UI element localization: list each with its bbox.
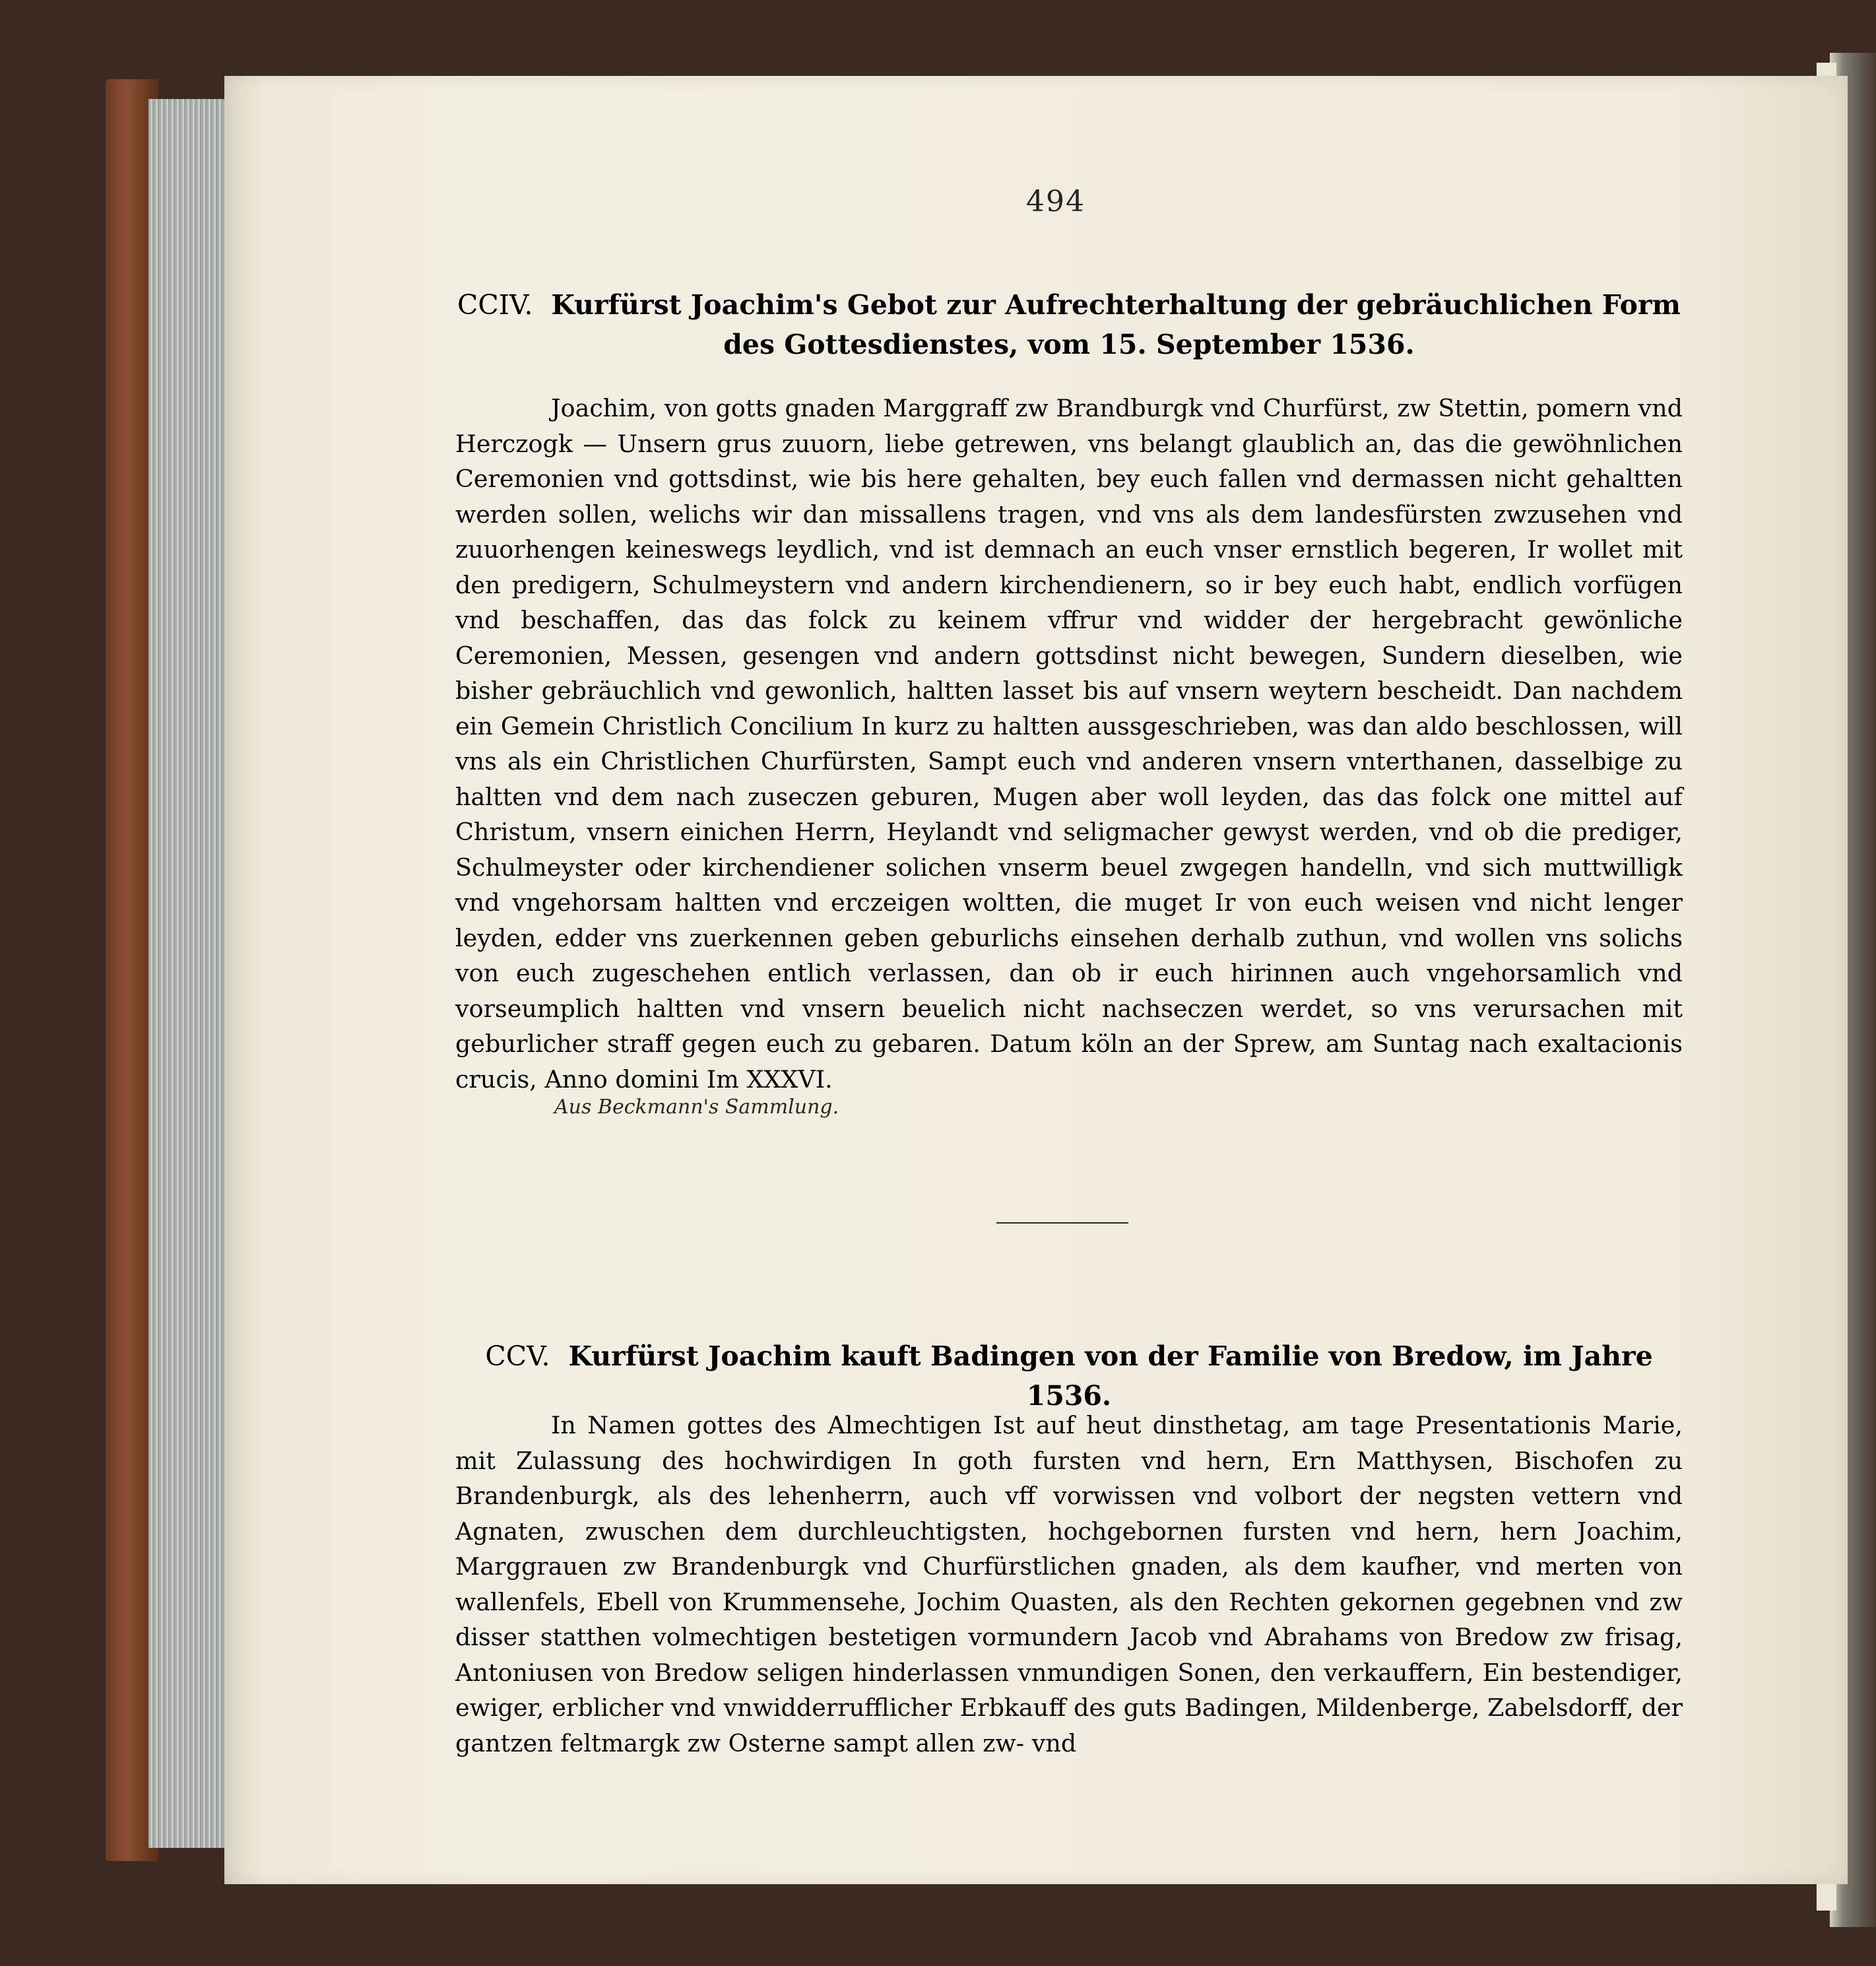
page-edges bbox=[148, 99, 234, 1848]
page-number: 494 bbox=[1026, 185, 1085, 218]
section-title: Kurfürst Joachim kauft Badingen von der Familie von Bredow, im Jahre 1536. bbox=[568, 1340, 1653, 1412]
section-heading bbox=[455, 1336, 1683, 1416]
section-ccv-heading-2 bbox=[455, 1336, 1683, 1416]
section-number: CCIV. bbox=[457, 289, 533, 321]
section-number: CCV. bbox=[485, 1340, 550, 1372]
section-title: Kurfürst Joachim's Gebot zur Aufrechterhaltung der gebräuchlichen Form des Gottesdienstes, vom 15. September 1536. bbox=[551, 289, 1681, 360]
section-ccv-heading-1 bbox=[455, 285, 1683, 364]
section-divider bbox=[996, 1222, 1128, 1224]
section-body: In Namen gottes des Almechtigen Ist auf heut dinsthetag, am tage Presentationis Marie, mit Zulassung des hochwirdigen In goth fursten vnd hern, Ern Matthysen, Bischofen zu Brandenburgk, als des lehenherrn, auch vff vorwissen vnd volbort der negsten vettern vnd Agnaten, zwuschen dem durchleuchtigsten, hochgebornen fursten vnd hern, hern Joachim, Marggrauen zw Brandenburgk vnd Churfürstlichen gnaden, als dem kaufher, vnd merten von wallenfels, Ebell von Krummensehe, Jochim Quasten, als den Rechten gekornen gegebnen vnd zw disser statthen volmechtigen bestetigen vormundern Jacob vnd Abrahams von Bredow zw frisag, Antoniusen von Bredow seligen hinderlassen vnmundigen Sonen, den verkauffern, Ein bestendiger, ewiger, erblicher vnd vnwidderrufflicher Erbkauff des guts Badingen, Mildenberge, Zabelsdorff, der gantzen feltmargk zw Osterne sampt allen zw- vnd bbox=[455, 1411, 1683, 1757]
section-body: Joachim, von gotts gnaden Marggraff zw Brandburgk vnd Churfürst, zw Stettin, pomern vnd Herczogk — Unsern grus zuuorn, liebe getrewen, vns belangt glaublich an, das die gewöhnlichen Ceremonien vnd gottsdinst, wie bis here gehalten, bey euch fallen vnd dermassen nicht gehaltten werden sollen, welichs wir dan missallens tragen, vnd vns als dem landesfürsten zwzusehen vnd zuuorhengen keineswegs leydlich, vnd ist demnach an euch vnser ernstlich begeren, Ir wollet mit den predigern, Schulmeystern vnd andern kirchendienern, so ir bey euch habt, endlich vorfügen vnd beschaffen, das das folck zu keinem vffrur vnd widder der hergebracht gewönliche Ceremonien, Messen, gesengen vnd andern gottsdinst nicht bewegen, Sundern dieselben, wie bisher gebräuchlich vnd gewonlich, haltten lasset bis auf vnsern weytern bescheidt. Dan nachdem ein Gemein Christlich Concilium In kurz zu haltten aussgeschrieben, was dan aldo beschlossen, will vns als ein Christlichen Churfürsten, Sampt euch vnd anderen vnsern vnterthanen, dasselbige zu haltten vnd dem nach zuseczen geburen, Mugen aber woll leyden, das das folck one mittel auf Christum, vnsern einichen Herrn, Heylandt vnd seligmacher gewyst werden, vnd ob die prediger, Schulmeyster oder kirchendiener solichen vnserm beuel zwgegen handelln, vnd sich muttwilligk vnd vngehorsam haltten vnd erczeigen woltten, die muget Ir von euch weisen vnd nicht lenger leyden, edder vns zuerkennen geben geburlichs einsehen derhalb zuthun, vnd wollen vns solichs von euch zugeschehen entlich verlassen, dan ob ir euch hirinnen auch vngehorsamlich vnd vorseumplich haltten vnd vnsern beuelich nicht nachseczen werdet, so vns verursachen mit geburlicher straff gegen euch zu gebaren. Datum köln an der Sprew, am Suntag nach exaltacionis crucis, Anno domini Im XXXVI. bbox=[455, 394, 1683, 1094]
section-heading bbox=[455, 285, 1683, 364]
source-note: Aus Beckmann's Sammlung. bbox=[554, 1096, 839, 1119]
